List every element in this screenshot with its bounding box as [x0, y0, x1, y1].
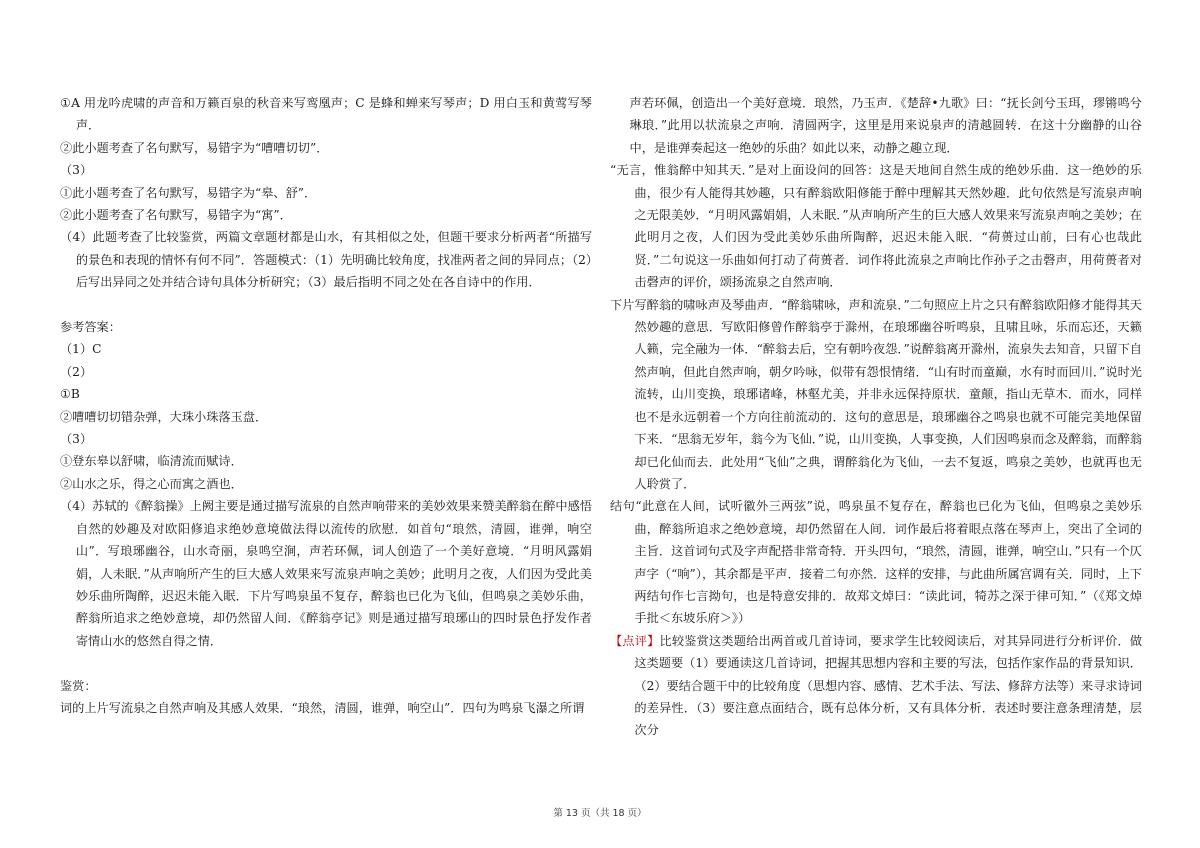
- paragraph: ②嘈嘈切切错杂弹，大珠小珠落玉盘．: [60, 409, 268, 424]
- left-column: [60, 92, 592, 719]
- paragraph: 结句“此意在人间，试听徽外三两弦”说，鸣泉虽不复存在，醉翁也已化为飞仙，但鸣泉之美妙乐曲，醉翁所追求之绝妙意境，却仍然留在人间．词作最后将着眼点落在琴声上，突出了全词的主旨．这首词句式及字声配搭非常奇特．开头四句，“琅然，清圆，谁弹，响空山．”只有一个仄声字（“响”），其余都是平声．接着二句亦然．这样的安排，与此曲所属宫调有关．同时，上下两结句作七言拗句，也是特意安排的．故郑文焯曰：“读此词，犄苏之深于律可知．”（《郑文焯手批＜东坡乐府＞》）: [610, 499, 1142, 626]
- paragraph: ①B: [60, 387, 80, 402]
- paragraph: ①此小题考查了名句默写，易错字为“皋、舒”．: [60, 185, 317, 200]
- paragraph: （4）此题考查了比较鉴赏，两篇文章题材都是山水，有其相似之处，但题干要求分析两者“所描写的景色和表现的情怀有何不同”．答题模式：（1）先明确比较角度，找准两者之间的异同点；（2）后写出异同之处并结合诗句具体分析研究；（3）最后指明不同之处在各自诗中的作用．: [60, 230, 592, 290]
- section-heading: 参考答案：: [60, 320, 121, 335]
- paragraph: （4）苏轼的《醉翁操》上阙主要是通过描写流泉的自然声响带来的美妙效果来赞美醉翁在醉中感悟自然的妙趣及对欧阳修追求绝妙意境做法得以流传的欣慰．如首句“琅然，清圆，谁弹，响空山”．写琅琊幽谷，山水奇丽，泉鸣空涧，声若环佩，词人创造了一个美好意境．“月明风露娟娟，人未眠．”从声响所产生的巨大感人效果来写流泉声响之美妙；此明月之夜，人们因为受此美妙乐曲所陶醉，迟迟未能入眠．下片写鸣泉虽不复存，醉翁也已化为飞仙，但鸣泉之美妙乐曲，醉翁所追求之绝妙意境，却仍然留人间．《醉翁亭记》则是通过描写琅琊山的四时景色抒发作者寄情山水的悠然自得之情．: [60, 499, 592, 648]
- paragraph: 词的上片写流泉之自然声响及其感人效果．“琅然，清圆，谁弹，响空山”．四句为鸣泉飞瀑之所谓: [60, 700, 585, 715]
- paragraph: ①登东皋以舒啸，临清流而赋诗．: [60, 454, 243, 469]
- right-column: [610, 92, 1142, 742]
- paragraph: ②山水之乐，得之心而寓之酒也．: [60, 476, 243, 491]
- paragraph: （3）: [60, 163, 93, 178]
- paragraph: ①A 用龙吟虎啸的声音和万籁百泉的秋音来写鸾凰声；C 是蜂和蝉来写琴声；D 用白玉和黄莺写琴声．: [60, 96, 592, 133]
- paragraph: “无言，惟翁醉中知其天．”是对上面设问的回答：这是天地间自然生成的绝妙乐曲．这一绝妙的乐曲，很少有人能得其妙趣，只有醉翁欧阳修能于醉中理解其天然妙趣．此句依然是写流泉声响之无限美妙．“月明风露娟娟，人未眠．”从声响所产生的巨大感人效果来写流泉声响之美妙；在此明月之夜，人们因为受此美妙乐曲所陶醉，迟迟未能入眠．“荷蒉过山前，曰有心也哉此贤．”二句说这一乐曲如何打动了荷蒉者．词作将此流泉之声响比作孙子之击磬声，用荷蒉者对击磬声的评价，颂扬流泉之自然声响．: [610, 163, 1142, 290]
- paragraph: ②此小题考查了名句默写，易错字为“寓”．: [60, 208, 292, 223]
- paragraph: ②此小题考查了名句默写，易错字为“嘈嘈切切”．: [60, 140, 329, 155]
- comment-text: 比较鉴赏这类题给出两首或几首诗词，要求学生比较阅读后，对其异同进行分析评价．做这类题要（1）要通读这几首诗词，把握其思想内容和主要的写法，包括作家作品的背景知识．（2）要结合题干中的比较角度（思想内容、感情、艺术手法、写法、修辞方法等）来寻求诗词的差异性．（3）要注意点面结合，既有总体分析，又有具体分析．表述时要注意条理清楚，层次分: [634, 633, 1143, 738]
- comment-paragraph: [610, 630, 1142, 742]
- comment-tag: 【点评】: [610, 633, 660, 648]
- paragraph: 声若环佩，创造出一个美好意境．琅然，乃玉声．《楚辞•九歌》曰：“抚长剑兮玉珥，璆锵鸣兮琳琅．”此用以状流泉之声响．清圆两字，这里是用来说泉声的清越圆转．在这十分幽静的山谷中，是谁弹奏起这一绝妙的乐曲？如此以来，动静之趣立现．: [629, 96, 1142, 155]
- paragraph: （2）: [60, 364, 93, 379]
- paragraph: 下片写醉翁的啸咏声及琴曲声．“醉翁啸咏，声和流泉．”二句照应上片之只有醉翁欧阳修才能得其天然妙趣的意思．写欧阳修曾作醉翁亭于滁州，在琅琊幽谷听鸣泉，且啸且咏，乐而忘还，天籁人籁，完全融为一体．“醉翁去后，空有朝吟夜怨．”说醉翁离开滁州，流泉失去知音，只留下自然声响，但此自然声响，朝夕吟咏，似带有怨恨情绪．“山有时而童巅，水有时而回川．”说时光流转，山川变换，琅琊诸峰，林壑尤美，并非永远保持原状．童颠，指山无草木．而水，同样也不是永远朝着一个方向往前流动的．这句的意思是，琅琊幽谷之鸣泉也就不可能完美地保留下来．“思翁无岁年，翁今为飞仙．”说，山川变换，人事变换，人们因鸣泉而念及醉翁，而醉翁却已化仙而去．此处用“飞仙”之典，谓醉翁化为飞仙，一去不复返，鸣泉之美妙，也就再也无人聆赏了．: [610, 297, 1142, 491]
- section-heading: 鉴赏：: [60, 678, 97, 693]
- page-footer: 第 13 页（共 18 页）: [553, 808, 647, 819]
- paragraph: （3）: [60, 432, 93, 447]
- paragraph: （1）C: [60, 342, 102, 357]
